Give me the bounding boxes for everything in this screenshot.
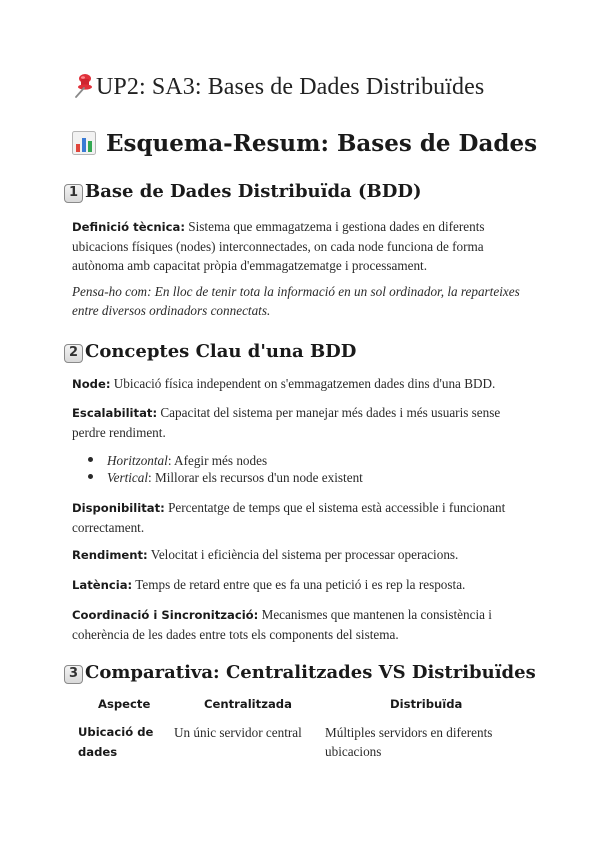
- performance-label: Rendiment:: [72, 548, 148, 562]
- section-1-heading: [64, 181, 421, 203]
- main-heading-text: Esquema-Resum: Bases de Dades: [106, 130, 538, 157]
- section-2-heading: [64, 341, 356, 363]
- keycap-2-icon: 2: [64, 344, 83, 363]
- table-header-distributed: Distribuïda: [390, 697, 463, 711]
- definition-text: Sistema que emmagatzema i gestiona dades en diferents ubicacions físiques (nodes) interconnectades, on cada node funciona de forma autònoma amb capacitat pròpia d'emmagatzematge i processament.: [72, 219, 485, 273]
- bullet-term: Vertical: [107, 470, 149, 485]
- list-item-vertical: [88, 470, 363, 486]
- bar-chart-icon: [72, 131, 96, 155]
- keycap-3-icon: 3: [64, 665, 83, 684]
- scalability-label: Escalabilitat:: [72, 406, 158, 420]
- coordination-text: Mecanismes que mantenen la consistència i coherència de les dades entre tots els components del sistema.: [72, 607, 492, 642]
- table-header-aspect: Aspecte: [98, 697, 151, 711]
- section-1-heading-text: Base de Dades Distribuïda (BDD): [85, 181, 422, 202]
- section-3-heading-text: Comparativa: Centralitzades VS Distribuïdes: [85, 662, 536, 683]
- section-3-heading: [64, 662, 536, 684]
- table-cell-aspect: Ubicació de dades: [78, 725, 154, 759]
- list-item-horizontal: [88, 453, 267, 469]
- latency-label: Latència:: [72, 578, 133, 592]
- table-cell-distributed: Múltiples servidors en diferents ubicacions: [325, 725, 493, 759]
- bullet-icon: [88, 457, 93, 462]
- bullet-text: : Millorar els recursos d'un node existent: [148, 470, 363, 485]
- availability-label: Disponibilitat:: [72, 501, 165, 515]
- performance-text: Velocitat i eficiència del sistema per processar operacions.: [147, 547, 459, 562]
- bullet-icon: [88, 474, 93, 479]
- document-title-text: UP2: SA3: Bases de Dades Distribuïdes: [96, 74, 485, 100]
- keycap-1-icon: 1: [64, 184, 83, 203]
- coordination-paragraph: [72, 605, 532, 644]
- bullet-term: Horitzontal: [107, 453, 168, 468]
- performance-paragraph: [72, 545, 532, 565]
- pushpin-icon: [72, 72, 94, 98]
- latency-text: Temps de retard entre que es fa una petició i es rep la resposta.: [132, 577, 466, 592]
- definition-paragraph: [72, 217, 532, 275]
- coordination-label: Coordinació i Sincronització:: [72, 608, 259, 622]
- think-label: Pensa-ho com:: [72, 284, 152, 299]
- node-paragraph: [72, 374, 532, 394]
- availability-paragraph: [72, 498, 532, 537]
- think-text: En lloc de tenir tota la informació en un sol ordinador, la reparteixes entre diversos ordinadors connectats.: [72, 284, 520, 318]
- scalability-paragraph: [72, 403, 532, 442]
- node-label: Node:: [72, 377, 111, 391]
- main-heading: [72, 130, 537, 157]
- document-title: [72, 72, 484, 101]
- section-2-heading-text: Conceptes Clau d'una BDD: [85, 341, 357, 362]
- scalability-text: Capacitat del sistema per manejar més dades i més usuaris sense perdre rendiment.: [72, 405, 501, 440]
- think-paragraph: [72, 282, 532, 320]
- availability-text: Percentatge de temps que el sistema està accessible i funcionant correctament.: [72, 500, 506, 535]
- table-cell-centralized: Un únic servidor central: [174, 725, 302, 740]
- bullet-text: : Afegir més nodes: [167, 453, 268, 468]
- node-text: Ubicació física independent on s'emmagatzemen dades dins d'una BDD.: [110, 376, 496, 391]
- latency-paragraph: [72, 575, 532, 595]
- definition-label: Definició tècnica:: [72, 220, 185, 234]
- table-header-centralized: Centralitzada: [204, 697, 292, 711]
